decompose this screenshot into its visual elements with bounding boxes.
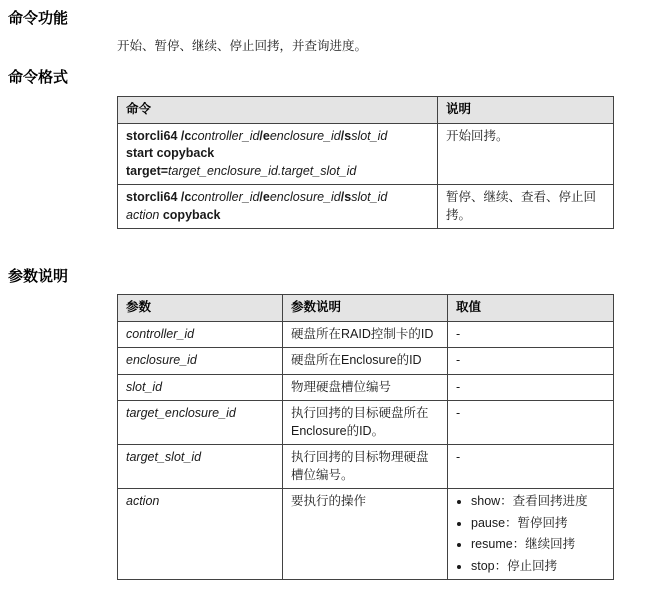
column-header-value: 取值 [448,295,614,322]
command-syntax-cell: storcli64 /ccontroller_id/eenclosure_id/sslot_id start copyback target=target_enclosure_id.target_slot_id [118,123,438,185]
command-description-cell: 开始回拷。 [438,123,614,185]
table-row [118,489,614,580]
table-row [118,123,614,185]
command-format-table [117,96,614,229]
section-heading-parameter-description: 参数说明 [8,268,69,285]
table-row [118,185,614,229]
column-header-description: 说明 [438,97,614,124]
command-function-text: 开始、暂停、继续、停止回拷，并查询进度。 [117,39,368,53]
table-row [118,445,614,489]
table-row [118,374,614,401]
parameter-description-cell: 硬盘所在Enclosure的ID [283,348,448,375]
table-row [118,321,614,348]
parameter-description-cell: 物理硬盘槽位编号 [283,374,448,401]
table-row [118,348,614,375]
parameter-name-cell: target_slot_id [118,445,283,489]
parameter-table [117,294,614,580]
parameter-value-cell: - [448,321,614,348]
parameter-description-cell: 硬盘所在RAID控制卡的ID [283,321,448,348]
action-value-list: • show：查看回拷进度 • pause：暂停回拷 • resume：继续回拷 • stop：停止回拷 [456,493,605,575]
command-syntax-cell: storcli64 /ccontroller_id/eenclosure_id/sslot_id action copyback [118,185,438,229]
document-page [0,9,651,590]
parameter-value-cell: - [448,348,614,375]
section-heading-command-format: 命令格式 [8,69,69,86]
section-heading-command-function: 命令功能 [8,10,69,27]
parameter-name-cell: action [118,489,283,580]
parameter-value-cell: - [448,374,614,401]
column-header-parameter: 参数 [118,295,283,322]
parameter-value-cell: - [448,401,614,445]
parameter-name-cell: enclosure_id [118,348,283,375]
parameter-value-cell [448,489,614,580]
table-row [118,401,614,445]
parameter-name-cell: slot_id [118,374,283,401]
column-header-parameter-description: 参数说明 [283,295,448,322]
parameter-value-cell: - [448,445,614,489]
parameter-name-cell: controller_id [118,321,283,348]
parameter-description-cell: 执行回拷的目标物理硬盘槽位编号。 [283,445,448,489]
command-description-cell: 暂停、继续、查看、停止回拷。 [438,185,614,229]
parameter-name-cell: target_enclosure_id [118,401,283,445]
column-header-command: 命令 [118,97,438,124]
parameter-description-cell: 执行回拷的目标硬盘所在Enclosure的ID。 [283,401,448,445]
table-header-row [118,97,614,124]
table-header-row [118,295,614,322]
parameter-description-cell: 要执行的操作 [283,489,448,580]
